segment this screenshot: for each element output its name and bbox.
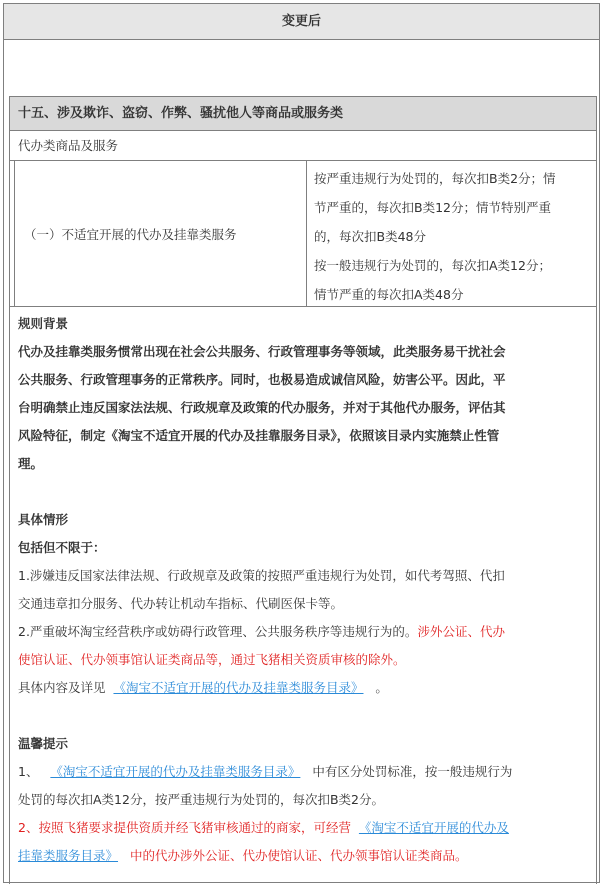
penalty-line: 情节严重的每次扣A类48分: [314, 287, 464, 302]
background-line: 风险特征，制定《淘宝不适宜开展的代办及挂靠服务目录》，依照该目录内实施禁止性管: [18, 428, 500, 443]
section-subtitle: 代办类商品及服务: [10, 131, 596, 161]
tip-2-red-rest: 中的代办涉外公证、代办使馆认证、代办领事馆认证类商品。: [129, 848, 468, 863]
tip-2-red-text: 2、按照飞猪要求提供资质并经飞猪审核通过的商家，可经营: [18, 820, 351, 835]
case-item-1-line: 交通违章扣分服务、代办转让机动车指标、代刷医保卡等。: [18, 596, 344, 611]
catalog-link[interactable]: 《淘宝不适宜开展的代办及挂靠类服务目录》: [113, 680, 364, 695]
detail-suffix: 。: [375, 680, 388, 695]
section-title: 十五、涉及欺诈、盗窃、作弊、骚扰他人等商品或服务类: [10, 97, 596, 131]
case-item-2-line-2: 使馆认证、代办领事馆认证类商品等，通过飞猪相关资质审核的除外。: [18, 652, 406, 667]
penalty-line: 的，每次扣B类48分: [314, 229, 426, 244]
tip-1-catalog-link[interactable]: 《淘宝不适宜开展的代办及挂靠类服务目录》: [50, 764, 301, 779]
detail-prefix: 具体内容及详见: [18, 680, 106, 695]
change-table: [3, 3, 600, 883]
cases-subheading: 包括但不限于：: [18, 540, 106, 555]
tip-1-prefix: 1、: [18, 764, 39, 779]
tip-1-text: 中有区分处罚标准，按一般违规行为: [312, 764, 513, 779]
tip-2-line-1: [18, 814, 589, 842]
rule-row: [10, 161, 596, 307]
penalty-cell: [307, 161, 596, 306]
tip-1-line-1: [18, 758, 589, 786]
background-line: 理。: [18, 456, 44, 471]
tips-heading: 温馨提示: [18, 736, 69, 751]
case-item-2-red-text: 涉外公证、代办: [417, 624, 505, 639]
tip-2-line-2: [18, 842, 589, 870]
rule-description: [10, 307, 596, 870]
penalty-line: 按一般违规行为处罚的，每次扣A类12分；: [314, 258, 551, 273]
tip-2-catalog-link-cont[interactable]: 挂靠类服务目录》: [18, 848, 119, 863]
tip-2-catalog-link[interactable]: 《淘宝不适宜开展的代办及: [358, 820, 509, 835]
rule-name-cell: [10, 161, 307, 306]
background-heading: 规则背景: [18, 316, 69, 331]
case-item-2-text: 2.严重破坏淘宝经营秩序或妨碍行政管理、公共服务秩序等违规行为的。: [18, 624, 418, 639]
tip-1-line-2: 处罚的每次扣A类12分，按严重违规行为处罚的，每次扣B类2分。: [18, 792, 384, 807]
case-item-1-line: 1.涉嫌违反国家法律法规、行政规章及政策的按照严重违规行为处罚，如代考驾照、代扣: [18, 568, 505, 583]
penalty-line: 节严重的，每次扣B类12分；情节特别严重: [314, 200, 551, 215]
detail-line: [18, 674, 589, 702]
background-line: 台明确禁止违反国家法法规、行政规章及政策的代办服务，并对于其他代办服务，评估其: [18, 400, 506, 415]
cases-heading: 具体情形: [18, 512, 69, 527]
background-line: 公共服务、行政管理事务的正常秩序。同时，也极易造成诚信风险，妨害公平。因此，平: [18, 372, 506, 387]
rule-name: （一）不适宜开展的代办及挂靠类服务: [24, 226, 237, 242]
column-header: 变更后: [4, 4, 599, 40]
case-item-2-line-1: [18, 618, 589, 646]
background-line: 代办及挂靠类服务惯常出现在社会公共服务、行政管理事务等领域，此类服务易干扰社会: [18, 344, 506, 359]
rule-section: [9, 96, 597, 884]
penalty-line: 按严重违规行为处罚的，每次扣B类2分；情: [314, 171, 556, 186]
